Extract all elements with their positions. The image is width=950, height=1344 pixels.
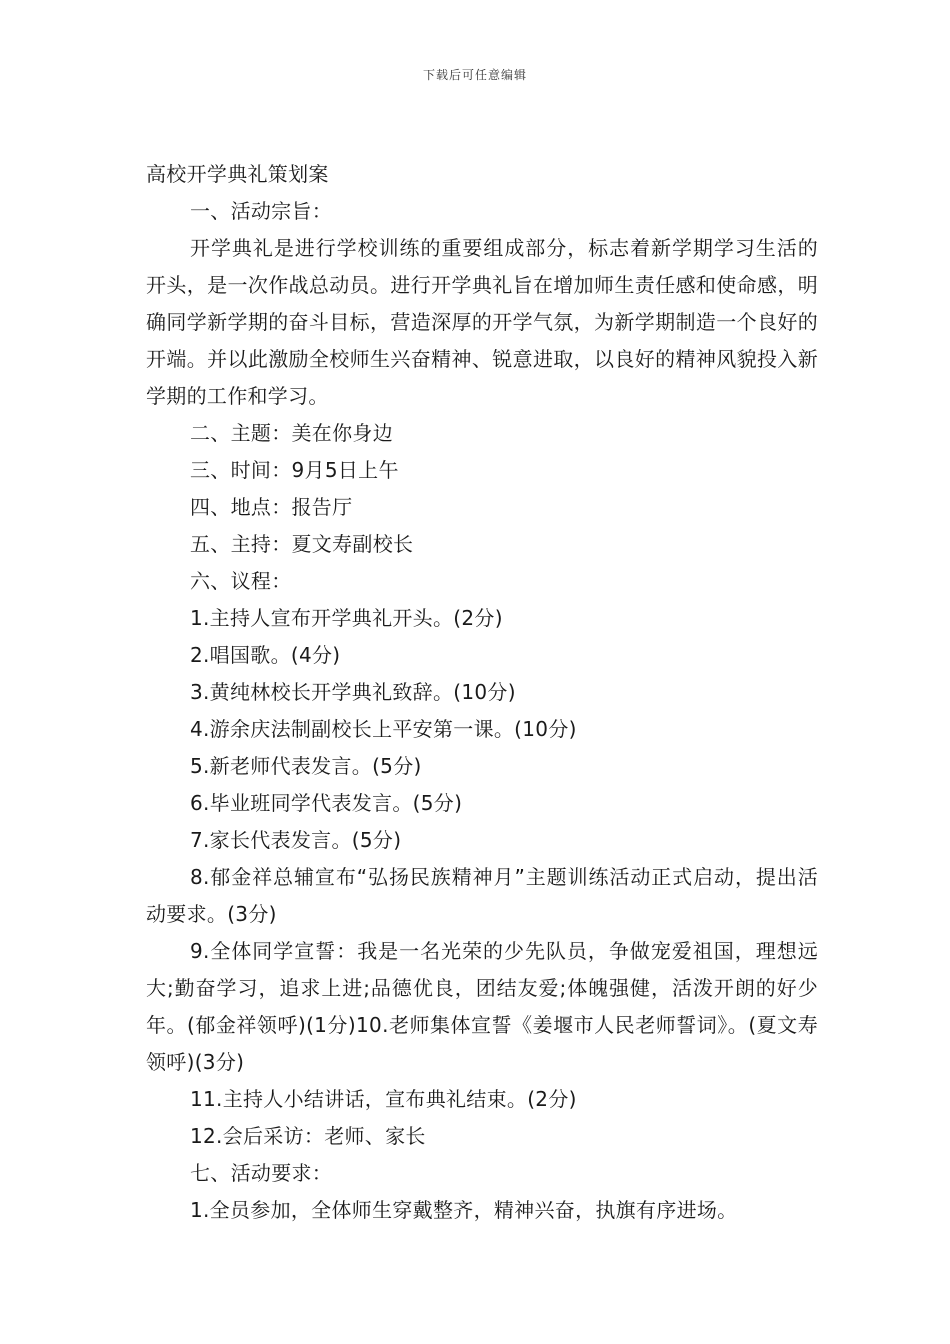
agenda-item: 11.主持人小结讲话，宣布典礼结束。(2分) [190,1087,577,1111]
agenda-item: 6.毕业班同学代表发言。(5分) [190,791,463,815]
section-host: 五、主持：夏文寿副校长 [190,532,414,556]
agenda-item: 3.黄纯林校长开学典礼致辞。(10分) [190,680,516,704]
agenda-item: 4.游余庆法制副校长上平安第一课。(10分) [190,717,577,741]
agenda-item: 7.家长代表发言。(5分) [190,828,402,852]
agenda-item: 12.会后采访：老师、家长 [190,1124,426,1148]
agenda-item: 5.新老师代表发言。(5分) [190,754,422,778]
section-heading-agenda: 六、议程： [190,569,292,593]
section-heading-purpose: 一、活动宗旨： [190,199,333,223]
section-theme: 二、主题：美在你身边 [190,421,393,445]
purpose-paragraph: 开学典礼是进行学校训练的重要组成部分，标志着新学期学习生活的开头，是一次作战总动员。进行开学典礼旨在增加师生责任感和使命感，明确同学新学期的奋斗目标，营造深厚的开学气氛，为新学期制造一个良好的开端。并以此激励全校师生兴奋精神、锐意进取，以良好的精神风貌投入新学期的工作和学习。 [146,236,818,408]
agenda-item: 8.郁金祥总辅宣布“弘扬民族精神月”主题训练活动正式启动，提出活动要求。(3分) [146,865,818,926]
document-body [146,156,818,1229]
section-location: 四、地点：报告厅 [190,495,353,519]
section-heading-requirements: 七、活动要求： [190,1161,333,1185]
agenda-item: 9.全体同学宣誓：我是一名光荣的少先队员，争做宠爱祖国，理想远大;勤奋学习，追求上进;品德优良，团结友爱;体魄强健，活泼开朗的好少年。(郁金祥领呼)(1分)10.老师集体宣誓《姜堰市人民老师誓词》。(夏文寿领呼)(3分) [146,939,818,1074]
page-header-note: 下载后可任意编辑 [422,68,527,82]
agenda-item: 2.唱国歌。(4分) [190,643,341,667]
agenda-item: 1.主持人宣布开学典礼开头。(2分) [190,606,503,630]
requirement-item: 1.全员参加，全体师生穿戴整齐，精神兴奋，执旗有序进场。 [190,1198,738,1222]
document-title: 高校开学典礼策划案 [146,162,329,186]
section-time: 三、时间：9月5日上午 [190,458,399,482]
